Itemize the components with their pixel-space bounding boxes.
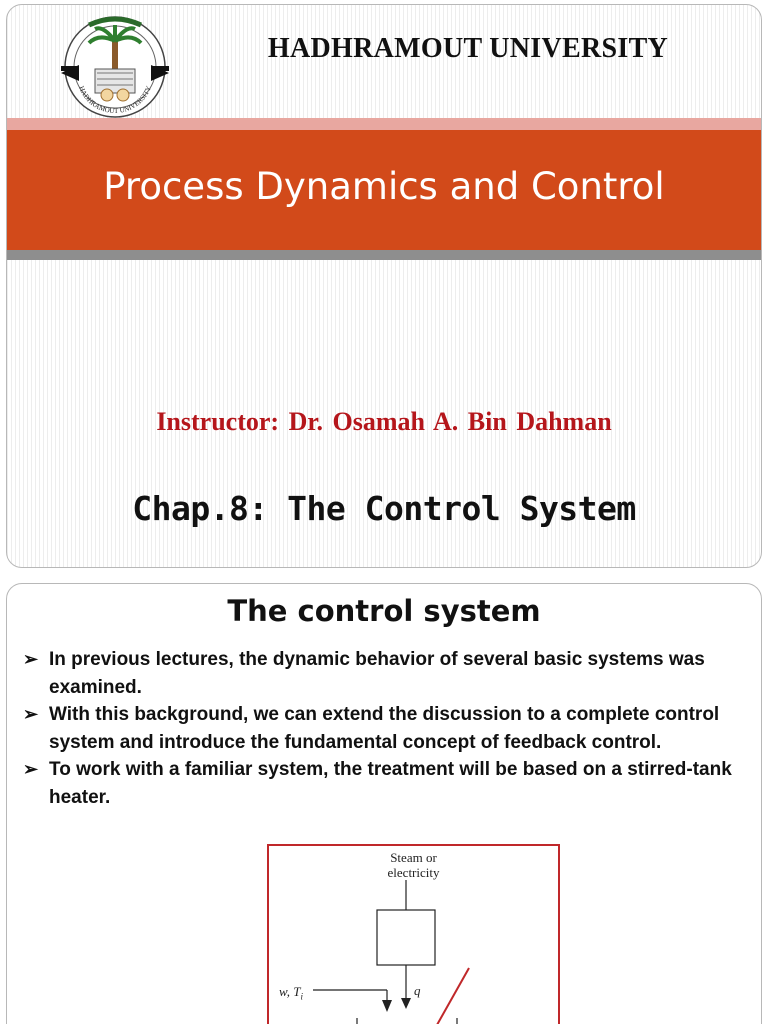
inlet-label: w, $T_i$: [279, 984, 303, 1002]
chapter-title: Chap.8: The Control System: [132, 489, 636, 528]
pink-strip: [7, 118, 761, 130]
bullet-list: [23, 646, 753, 811]
heater-box: [377, 910, 435, 965]
steam-label-line1: Steam or: [390, 850, 437, 865]
list-item: ➢ To work with a familiar system, the treatment will be based on a stirred-tank heater.: [23, 756, 753, 811]
logo-text: HADHRAMOUT UNIVERSITY: [77, 84, 153, 116]
list-item: ➢ With this background, we can extend the discussion to a complete control system and introduce the fundamental concept of feedback control.: [23, 701, 753, 756]
grey-strip: [7, 250, 761, 260]
arrow-bullet-icon: ➢: [23, 759, 39, 779]
arrow-bullet-icon: ➢: [23, 704, 39, 724]
instructor-name: Instructor: Dr. Osamah A. Bin Dahman: [156, 407, 612, 436]
stirrer-line: [433, 968, 469, 1024]
inlet-arrow-icon: [382, 1000, 392, 1012]
arrow-bullet-icon: ➢: [23, 649, 39, 669]
heat-label: q: [414, 983, 421, 998]
university-name: HADHRAMOUT UNIVERSITY: [267, 33, 669, 64]
slide-title: The control system: [227, 594, 541, 628]
university-logo: [59, 11, 171, 123]
list-item: ➢ In previous lectures, the dynamic behavior of several basic systems was examined.: [23, 646, 753, 701]
steam-label-line2: electricity: [387, 865, 440, 880]
heat-arrow-icon: [401, 998, 411, 1009]
content-slide: [6, 583, 762, 1024]
stirred-tank-diagram: [267, 844, 560, 1024]
title-slide: [6, 4, 762, 568]
course-title: Process Dynamics and Control: [103, 165, 665, 208]
